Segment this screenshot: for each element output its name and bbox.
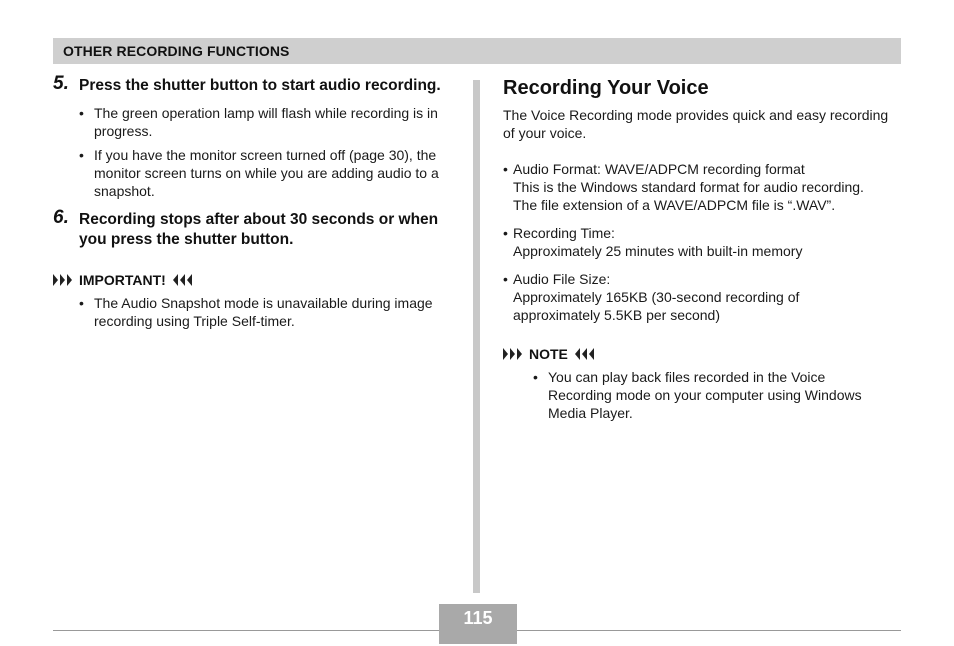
left-column [53, 73, 458, 336]
intro-paragraph: The Voice Recording mode provides quick and easy recording of your voice. [503, 107, 889, 141]
section-header [53, 38, 901, 64]
step-number: 6. [53, 207, 69, 228]
step-5-bullets [53, 104, 458, 200]
step-title: Recording stops after about 30 seconds or when you press the shutter button. [79, 211, 439, 248]
arrow-left-icon [172, 274, 192, 286]
spec-heading: Audio Format: WAVE/ADPCM recording format [513, 161, 805, 177]
spec-recording-time [503, 224, 903, 260]
note-callout [503, 346, 903, 362]
spec-line: This is the Windows standard format for audio recording. [513, 179, 864, 195]
spec-file-size [503, 270, 903, 324]
spec-audio-format [503, 160, 903, 214]
list-item: • You can play back files recorded in the Voice Recording mode on your computer using Windows Media Player. [533, 368, 883, 422]
list-item: • The Audio Snapshot mode is unavailable during image recording using Triple Self-timer. [79, 294, 458, 330]
step-number: 5. [53, 73, 69, 94]
arrow-right-icon [503, 348, 523, 360]
page-number: 115 [463, 608, 493, 628]
spec-line: The file extension of a WAVE/ADPCM file is “.WAV”. [513, 197, 836, 213]
note-bullets [503, 368, 883, 422]
bullet-dot: • [503, 271, 508, 287]
spec-line: Approximately 25 minutes with built-in memory [513, 243, 803, 259]
page-title: Recording Your Voice [503, 77, 709, 99]
important-label: IMPORTANT! [79, 272, 166, 288]
column-divider [473, 80, 480, 593]
right-column [503, 76, 903, 428]
spec-line: approximately 5.5KB per second) [513, 307, 720, 323]
list-item: • If you have the monitor screen turned off (page 30), the monitor screen turns on while you are adding audio to a snapshot. [79, 146, 458, 200]
step-6 [53, 207, 458, 250]
spec-heading: Recording Time: [513, 225, 615, 241]
bullet-dot: • [503, 225, 508, 241]
bullet-dot: • [503, 161, 508, 177]
step-title: Press the shutter button to start audio recording. [79, 77, 441, 94]
note-label: NOTE [529, 346, 568, 362]
list-item: • The green operation lamp will flash while recording is in progress. [79, 104, 458, 140]
important-callout [53, 272, 458, 288]
page-number-box [439, 604, 517, 644]
arrow-right-icon [53, 274, 73, 286]
section-title: OTHER RECORDING FUNCTIONS [63, 43, 290, 59]
important-bullets [53, 294, 458, 330]
arrow-left-icon [574, 348, 594, 360]
spec-line: Approximately 165KB (30-second recording of [513, 289, 800, 305]
spec-heading: Audio File Size: [513, 271, 611, 287]
step-5 [53, 73, 458, 96]
